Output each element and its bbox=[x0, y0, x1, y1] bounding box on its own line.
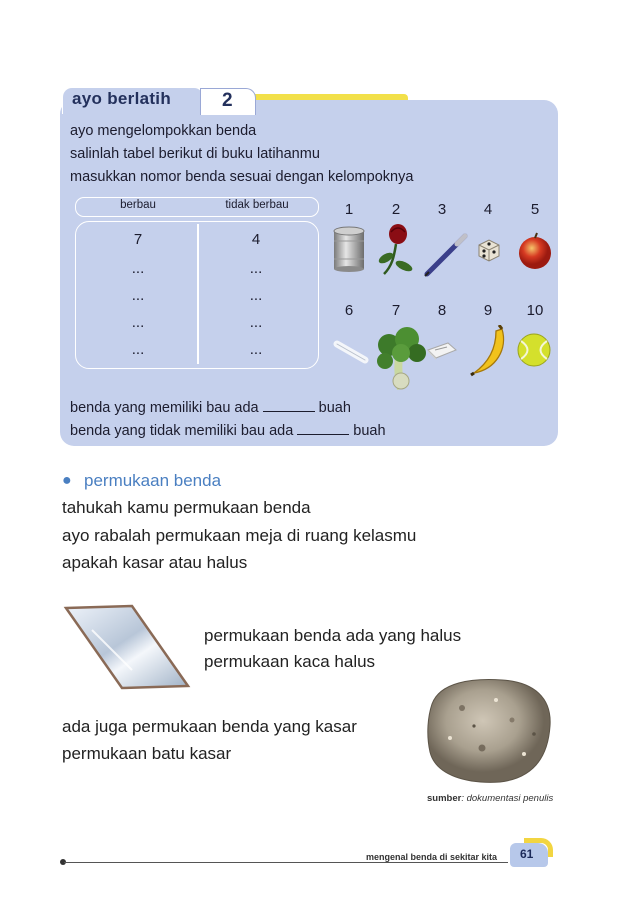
page-number: 61 bbox=[520, 847, 534, 861]
tin-can-icon bbox=[331, 225, 367, 273]
image-source bbox=[427, 793, 553, 804]
table-cell: 7 bbox=[133, 231, 143, 248]
fill-line-text: benda yang tidak memiliki bau ada bbox=[70, 423, 294, 439]
bullet-icon: ● bbox=[62, 472, 72, 489]
object-number: 5 bbox=[530, 201, 540, 218]
table-cell: ... bbox=[131, 314, 145, 331]
rock-image bbox=[422, 674, 556, 786]
table-cell: ... bbox=[249, 260, 263, 277]
table-cell: ... bbox=[249, 341, 263, 358]
intro-line: ayo rabalah permukaan meja di ruang kelasmu bbox=[62, 526, 417, 545]
object-number: 4 bbox=[483, 201, 493, 218]
table-cell: ... bbox=[131, 287, 145, 304]
object-number: 9 bbox=[483, 302, 493, 319]
footer-chapter-title: mengenal benda di sekitar kita bbox=[366, 852, 498, 862]
table-divider bbox=[197, 224, 199, 364]
table-cell: 4 bbox=[251, 231, 261, 248]
exercise-tab-label: ayo berlatih bbox=[72, 89, 172, 108]
intro-line: tahukah kamu permukaan benda bbox=[62, 498, 311, 517]
smooth-text-line: permukaan benda ada yang halus bbox=[204, 626, 462, 645]
blank-line bbox=[263, 411, 315, 412]
source-label: sumber bbox=[427, 793, 462, 804]
column-header-tidak-berbau: tidak berbau bbox=[225, 199, 289, 211]
object-number: 3 bbox=[437, 201, 447, 218]
object-number: 7 bbox=[391, 302, 401, 319]
table-cell: ... bbox=[249, 287, 263, 304]
rough-text-line: ada juga permukaan benda yang kasar bbox=[62, 717, 357, 736]
exercise-number: 2 bbox=[222, 90, 233, 111]
tennis-ball-icon bbox=[516, 332, 552, 368]
fill-line-unit: buah bbox=[353, 423, 386, 439]
blank-line bbox=[297, 434, 349, 435]
fill-line-tidak-berbau bbox=[70, 423, 386, 439]
glass-pane-image bbox=[62, 600, 192, 692]
apple-icon bbox=[516, 232, 554, 270]
object-number: 1 bbox=[344, 201, 354, 218]
object-number: 8 bbox=[437, 302, 447, 319]
table-cell: ... bbox=[131, 341, 145, 358]
smooth-text-line: permukaan kaca halus bbox=[204, 652, 376, 671]
section-heading: permukaan benda bbox=[84, 471, 222, 490]
object-number: 2 bbox=[391, 201, 401, 218]
fill-line-berbau bbox=[70, 400, 351, 416]
instruction-line: ayo mengelompokkan benda bbox=[70, 123, 257, 139]
rough-text-line: permukaan batu kasar bbox=[62, 744, 232, 763]
banana-icon bbox=[466, 325, 510, 377]
column-header-berbau: berbau bbox=[120, 199, 156, 211]
rose-icon bbox=[374, 222, 418, 278]
table-cell: ... bbox=[249, 314, 263, 331]
eraser-icon bbox=[426, 340, 458, 362]
fill-line-unit: buah bbox=[318, 400, 351, 416]
instruction-line: masukkan nomor benda sesuai dengan kelompoknya bbox=[70, 169, 414, 185]
object-number: 10 bbox=[526, 302, 544, 319]
footer-rule bbox=[64, 862, 508, 863]
source-value: : dokumentasi penulis bbox=[461, 793, 554, 804]
object-number: 6 bbox=[344, 302, 354, 319]
exercise-accent-bar bbox=[254, 94, 408, 100]
intro-line: apakah kasar atau halus bbox=[62, 553, 248, 572]
table-cell: ... bbox=[131, 260, 145, 277]
pen-icon bbox=[423, 232, 469, 278]
chalk-icon bbox=[333, 338, 369, 366]
fill-line-text: benda yang memiliki bau ada bbox=[70, 400, 259, 416]
instruction-line: salinlah tabel berikut di buku latihanmu bbox=[70, 146, 320, 162]
celery-icon bbox=[373, 323, 429, 391]
dice-icon bbox=[476, 237, 502, 263]
